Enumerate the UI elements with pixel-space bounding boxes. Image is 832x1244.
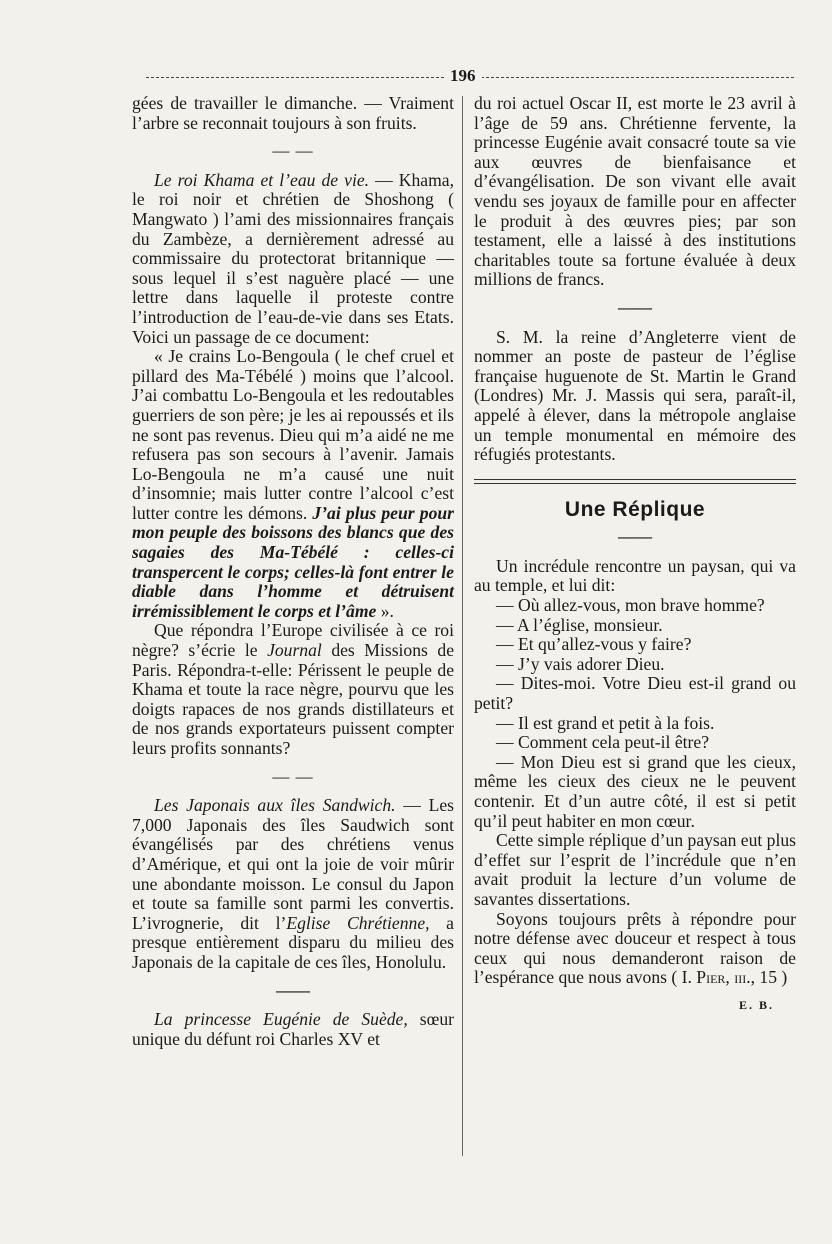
left-column [132,94,454,1049]
title-separator: —— [618,527,652,547]
quote-text: « Je crains Lo-Bengoula ( le chef cruel et pillard des Ma-Tébélé ) moins que l’alcool. J’ai combattu Lo-Bengoula et les redoutables guerriers de son père; je les ai repoussés et ils ne sont pas revenus. Dieu qui m’a aidé ne me refusera pas son secours à l’avenir. Jamais Lo-Bengoula ne m’a causé une nuit d’insomnie; mais lutter contre l’alcool c’est lutter contre les démons. [132,346,454,523]
exhortation-end: ) [777,967,788,988]
paragraph-princess [132,1010,454,1049]
paragraph-queen: S. M. la reine d’Angleterre vient de nommer an poste de pasteur de l’église française huguenote de St. Martin le Grand (Londres) Mr. J. Massis qui sera, paraît-il, appelé à élever, dans la métropole anglaise un temple monumental en mémoire des réfugiés protestants. [474,326,796,465]
heading-japan: Les Japonais aux îles Sandwich. [154,795,396,816]
page-header [146,66,794,90]
dialog-line: — Où allez-vous, mon brave homme? [496,595,765,616]
page-number: 196 [444,66,482,86]
europe-text-a: Que répondra l’Europe civilisée à ce roi nègre? s’écrie le [132,620,454,661]
section-separator: —— [618,297,652,317]
right-column [474,94,796,1016]
journal-title: Journal [267,640,322,661]
dialog-line: — A l’église, monsieur. [496,614,663,635]
heading-khama: Le roi Khama et l’eau de vie. [154,169,370,190]
exhortation-text: Soyons toujours prêts à répondre pour notre défense avec douceur et respect à tous ceux qui nous demanderont raison de l’espérance que nous avons ( [474,908,796,988]
paragraph-europe [132,621,454,758]
paragraph-sunday-end: gées de travailler le dimanche. — Vraiment l’arbre se reconnait toujours à son fruits. [132,93,454,133]
signature: E. B. [738,997,774,1012]
section-separator: — — [272,766,314,786]
double-rule [474,479,796,484]
article-title: Une Réplique [564,497,706,521]
japan-text-b: a presque entièrement disparu du milieu des Japonais de la capitale de ces îles, Honolulu. [132,912,454,972]
dialog-line: — Dites-moi. Votre Dieu est-il grand ou petit? [474,673,796,714]
princess-text: sœur unique du défunt roi Charles XV et [132,1009,455,1049]
quote-emphasis: J’ai plus peur pour mon peuple des boissons des blancs que des sagaies des Ma-Tébélé : celles-ci transpercent le corps; celles-là font entrer le diable dans l’homme et détruisent irrémissiblement le corps et l’âme [132,502,454,621]
paragraph-khama [132,171,454,347]
paragraph-exhortation [474,910,796,988]
paragraph-princess-cont: du roi actuel Oscar II, est morte le 23 avril à l’âge de 59 ans. Chrétienne fervente, la princesse Eugénie avait consacré toute sa vie aux œuvres de bienfaisance et d’évangélisation. De son vivant elle avait vendu ses joyaux de famille pour en affecter le produit à des œuvres pies; par son testament, elle a laissé à des institutions charitables toute sa fortune évaluée à deux millions de francs. [474,93,796,290]
heading-princess: La princesse Eugénie de Suède, [154,1009,408,1030]
paragraph-khama-quote [132,347,454,621]
dialog-line: — Il est grand et petit à la fois. [496,712,715,733]
paragraph-intro: Un incrédule rencontre un paysan, qui va au temple, et lui dit: [474,555,796,596]
dialog-line: — Mon Dieu est si grand que les cieux, même les cieux des cieux ne le peuvent contenir. Et d’un autre côté, il est si petit qu’il peut habiter en mon cœur. [474,751,796,831]
dialog-line: — Et qu’allez-vous y faire? [496,634,692,655]
paragraph-japan [132,796,454,972]
japan-source: Eglise Chrétienne, [286,912,430,933]
section-separator: —— [276,980,310,1000]
paragraph-effect: Cette simple réplique d’un paysan eut plus d’effet sur l’esprit de l’incrédule que n’en avait produit la lecture d’un volume de savantes dissertations. [474,830,797,909]
quote-end: ». [376,600,394,621]
dialog-line: — J’y vais adorer Dieu. [496,653,665,674]
scripture-reference: I. Pier, iii., 15 [681,967,777,988]
khama-body: — Khama, le roi noir et chrétien de Shoshong ( Mangwato ) l’ami des missionnaires français du Zambèze, a dernièrement adressé au commissaire du protectorat britannique — sous lequel il s’est naguère placé — une lettre dans laquelle il proteste contre l’introduction de l’eau-de-vie dans ses Etats. Voici un passage de ce document: [132,169,454,347]
europe-text-b: des Missions de Paris. Répondra-t-elle: Périssent le peuple de Khama et toute la race nègre, pourvu que les doigts rapaces de nos grands distillateurs et de nos grands exportateurs puissent compter leurs profits sonnants? [132,640,455,758]
japan-text-a: — Les 7,000 Japonais des îles Saudwich sont évangélisés par des chrétiens venus d’Amérique, et qui ont la joie de voir mûrir une abondante moisson. Le consul du Japon et toute sa famille sont parmi les convertis. L’ivrognerie, dit l’ [132,795,455,933]
dialog-line: — Comment cela peut-il être? [496,732,709,753]
section-separator: — — [272,141,314,161]
column-divider [462,96,463,1156]
